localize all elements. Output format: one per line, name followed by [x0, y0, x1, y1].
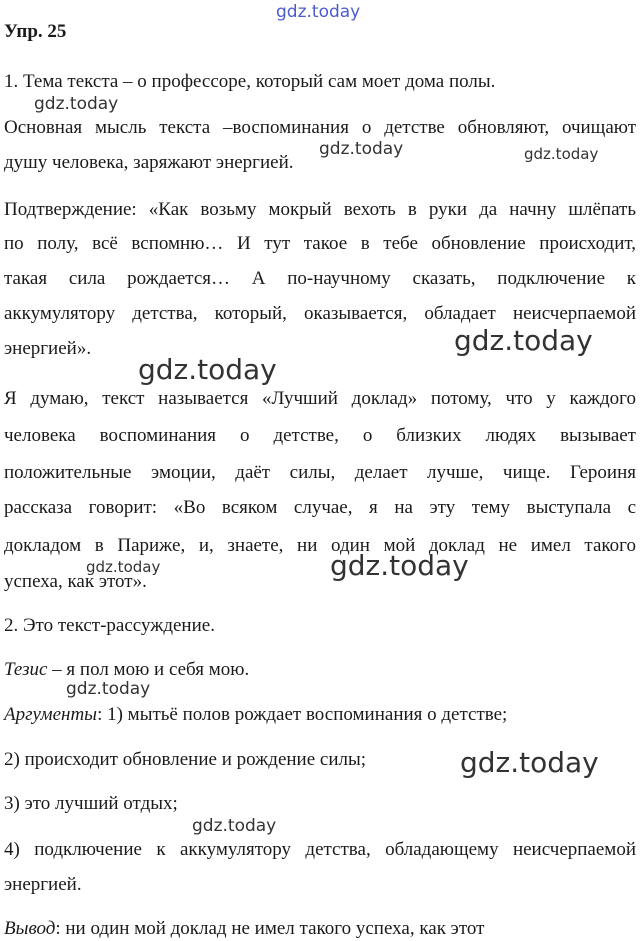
- text-line: Основная мысль текста –воспоминания о детстве обновляют, очищают: [4, 117, 636, 138]
- text-line: 2) происходит обновление и рождение силы;: [4, 749, 367, 770]
- document-page: [4, 0, 636, 941]
- text-line: душу человека, заряжают энергией.: [4, 152, 294, 173]
- watermark: gdz.today: [460, 746, 599, 779]
- text-line: Подтверждение: «Как возьму мокрый вехоть в руки да начну шлёпать: [4, 199, 636, 220]
- text-line: такая сила рождается… А по-научному сказать, подключение к: [4, 268, 636, 289]
- conclusion-text: : ни один мой доклад не имел такого успеха, как этот: [55, 918, 485, 939]
- watermark: gdz.today: [34, 94, 119, 114]
- text-line: 1. Тема текста – о профессоре, который сам моет дома полы.: [4, 71, 496, 92]
- text-line: положительные эмоции, даёт силы, делает лучше, чище. Героиня: [4, 462, 636, 483]
- conclusion-label: Вывод: [4, 918, 56, 939]
- arguments-text: : 1) мытьё полов рождает воспоминания о детстве;: [97, 704, 508, 725]
- watermark: gdz.today: [524, 145, 599, 163]
- text-line: 3) это лучший отдых;: [4, 793, 178, 814]
- arguments-label: Аргументы: [4, 704, 98, 725]
- text-line: Я думаю, текст называется «Лучший доклад» потому, что у каждого: [4, 388, 636, 409]
- arguments-line: [4, 703, 507, 727]
- watermark: gdz.today: [86, 558, 161, 576]
- text-line: аккумулятору детства, который, оказывается, обладает неисчерпаемой: [4, 303, 636, 324]
- text-line: 4) подключение к аккумулятору детства, обладающему неисчерпаемой: [4, 839, 636, 860]
- watermark: gdz.today: [276, 2, 361, 22]
- watermark: gdz.today: [330, 549, 469, 582]
- text-line: рассказа говорит: «Во всяком случае, я на эту тему выступала с: [4, 497, 636, 518]
- text-line: докладом в Париже, и, знаете, ни один мой доклад не имел такого: [4, 535, 636, 556]
- exercise-heading: Упр. 25: [4, 21, 67, 42]
- text-line: 2. Это текст-рассуждение.: [4, 615, 215, 636]
- conclusion-line: [4, 917, 484, 941]
- watermark: gdz.today: [319, 139, 404, 159]
- text-line: по полу, всё вспомню… И тут такое в тебе обновление происходит,: [4, 233, 636, 254]
- watermark: gdz.today: [66, 679, 151, 699]
- thesis-text: – я пол мою и себя мою.: [47, 659, 250, 680]
- watermark: gdz.today: [138, 353, 277, 386]
- text-line: человека воспоминания о детстве, о близких людях вызывает: [4, 425, 636, 446]
- watermark: gdz.today: [192, 816, 277, 836]
- thesis-label: Тезис: [4, 659, 48, 680]
- text-line: энергией».: [4, 338, 92, 359]
- watermark: gdz.today: [454, 324, 593, 357]
- text-line: успеха, как этот».: [4, 571, 147, 592]
- text-line: энергией.: [4, 874, 82, 895]
